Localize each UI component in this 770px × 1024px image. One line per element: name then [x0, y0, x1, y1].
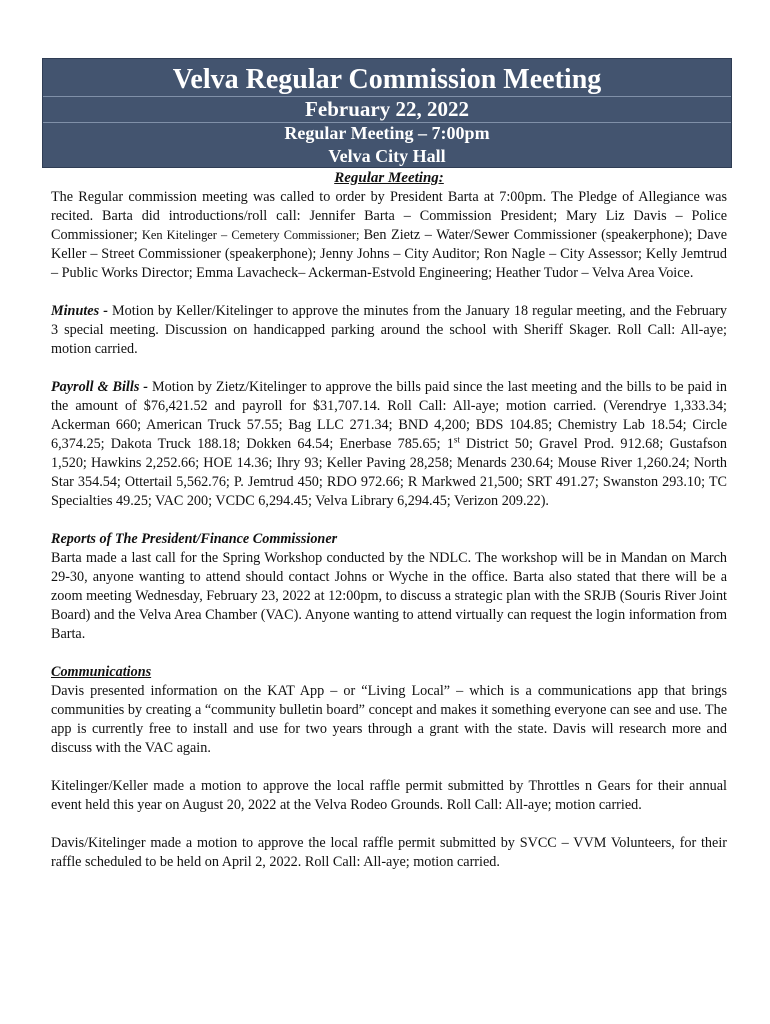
- meeting-date: February 22, 2022: [305, 97, 469, 121]
- ordinal-suffix: st: [453, 434, 460, 445]
- minutes-text: Motion by Keller/Kitelinger to approve the minutes from the January 18 regular meeting, and the February 3 special meeting. Discussion on handicapped parking around the school with Sheriff Skager. Roll Call: All-aye; motion carried.: [51, 303, 727, 357]
- communications-heading: Communications: [51, 664, 152, 680]
- reports-heading: Reports of The President/Finance Commissioner: [51, 531, 338, 547]
- communications-paragraph: Davis presented information on the KAT App – or “Living Local” – which is a communications app that brings communities by creating a “community bulletin board” concept and makes it something everyone can see and use. The app is currently free to install and use for two years through a grant with the state. Davis will research more and discuss with the VAC again.: [51, 683, 727, 756]
- payroll-label: Payroll & Bills -: [51, 379, 149, 395]
- regular-meeting-text-small: Ken Kitelinger – Cemetery Commissioner;: [137, 228, 364, 242]
- meeting-location: Velva City Hall: [328, 146, 446, 166]
- reports-paragraph: Barta made a last call for the Spring Workshop conducted by the NDLC. The workshop will be in Mandan on March 29-30, anyone wanting to attend should contact Johns or Wyche in the office. Barta also stated that there will be a zoom meeting Wednesday, February 23, 2022 at 12:00pm, to discuss a strategic plan with the SRJB (Souris River Joint Board) and the Velva Area Chamber (VAC). Anyone wanting to attend virtually can request the login information from Barta.: [51, 550, 727, 642]
- regular-meeting-heading: Regular Meeting:: [334, 170, 444, 186]
- minutes-paragraph: [51, 302, 727, 359]
- regular-meeting-text: The Regular commission meeting was called to order by President Barta at 7:00pm. The Pledge of Allegiance was recited. Barta did introductions/roll call: Jennifer Barta – Commission President; Mary Liz Davis – Police Commissioner;: [51, 189, 727, 243]
- payroll-text: Motion by Zietz/Kitelinger to approve the bills paid since the last meeting and the bills to be paid in the amount of $76,421.52 and payroll for $31,707.14. Roll Call: All-aye; motion carried. (Verendrye 1,333.34; Ackerman 660; American Truck 57.55; Bag LLC 271.34; BND 4,200; BDS 104.85; Chemistry Lab 18.54; Circle 6,374.25; Dakota Truck 188.18; Dokken 64.54; Enerbase 785.65; 1: [51, 379, 727, 452]
- raffle-permit-paragraph-2: Davis/Kitelinger made a motion to approve the local raffle permit submitted by SVCC – VVM Volunteers, for their raffle scheduled to be held on April 2, 2022. Roll Call: All-aye; motion carried.: [51, 835, 727, 870]
- meeting-time: Regular Meeting – 7:00pm: [284, 123, 490, 143]
- document-title: Velva Regular Commission Meeting: [172, 64, 602, 95]
- regular-meeting-paragraph: [51, 188, 727, 283]
- minutes-label: Minutes -: [51, 303, 108, 319]
- payroll-paragraph: [51, 378, 727, 511]
- raffle-permit-paragraph-1: Kitelinger/Keller made a motion to approve the local raffle permit submitted by Throttles n Gears for their annual event held this year on August 20, 2022 at the Velva Rodeo Grounds. Roll Call: All-aye; motion carried.: [51, 778, 727, 813]
- minutes-body: [51, 169, 727, 872]
- payroll-text-cont: District 50; Gravel Prod. 912.68; Gustafson 1,520; Hawkins 2,252.66; HOE 14.36; Ihry 93; Keller Paving 28,258; Menards 230.64; Mouse River 1,260.24; North Star 354.54; Ottertail 5,562.76; P. Jemtrud 450; RDO 972.66; R Markwed 21,500; SRT 491.27; Swanston 293.10; TC Specialties 49.25; VAC 200; VCDC 6,294.45; Velva Library 6,294.45; Verizon 209.22).: [51, 436, 728, 509]
- regular-meeting-text-cont: Ben Zietz – Water/Sewer Commissioner (speakerphone); Dave Keller – Street Commissioner (speakerphone); Jenny Johns – City Auditor; Ron Nagle – City Assessor; Kelly Jemtrud – Public Works Director; Emma Lavacheck– Ackerman-Estvold Engineering; Heather Tudor – Velva Area Voice.: [51, 227, 727, 281]
- title-banner: [42, 58, 732, 168]
